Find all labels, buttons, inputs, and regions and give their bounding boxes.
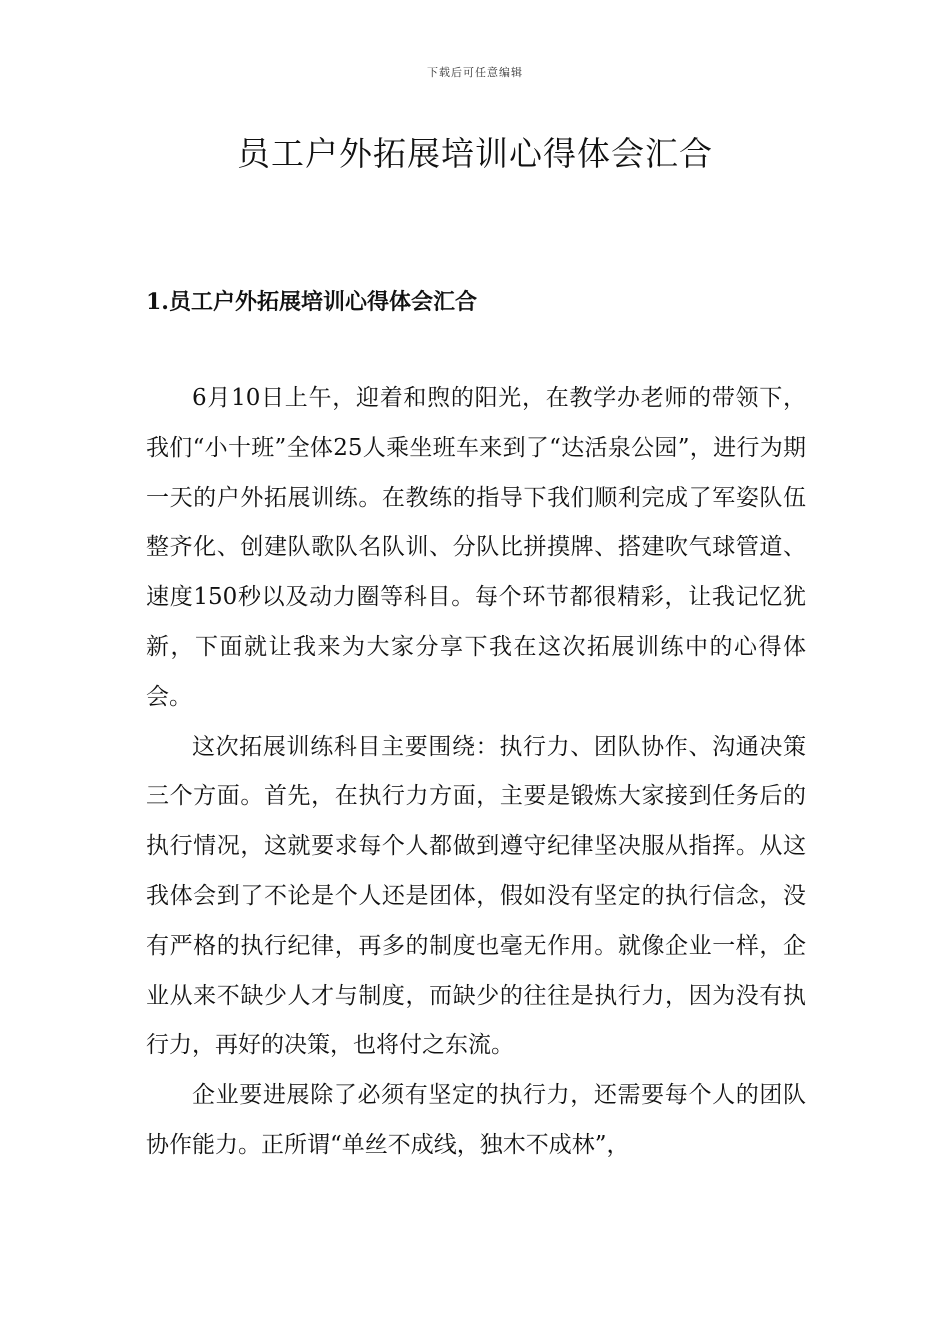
body-text <box>146 374 806 1171</box>
header-note: 下载后可任意编辑 <box>427 66 523 79</box>
section-heading: 1.员工户外拓展培训心得体会汇合 <box>146 289 477 315</box>
paragraph: 企业要进展除了必须有坚定的执行力，还需要每个人的团队协作能力。正所谓“单丝不成线，独木不成林”， <box>146 1082 806 1158</box>
document-title: 员工户外拓展培训心得体会汇合 <box>237 134 713 173</box>
paragraph: 这次拓展训练科目主要围绕：执行力、团队协作、沟通决策三个方面。首先，在执行力方面，主要是锻炼大家接到任务后的执行情况，这就要求每个人都做到遵守纪律坚决服从指挥。从这我体会到了不论是个人还是团体，假如没有坚定的执行信念，没有严格的执行纪律，再多的制度也毫无作用。就像企业一样，企业从来不缺少人才与制度，而缺少的往往是执行力，因为没有执行力，再好的决策，也将付之东流。 <box>146 733 806 1059</box>
paragraph: 6月10日上午，迎着和煦的阳光，在教学办老师的带领下，我们“小十班”全体25人乘坐班车来到了“达活泉公园”，进行为期一天的户外拓展训练。在教练的指导下我们顺利完成了军姿队伍整齐化、创建队歌队名队训、分队比拼摸牌、搭建吹气球管道、速度150秒以及动力圈等科目。每个环节都很精彩，让我记忆犹新，下面就让我来为大家分享下我在这次拓展训练中的心得体会。 <box>146 385 806 710</box>
